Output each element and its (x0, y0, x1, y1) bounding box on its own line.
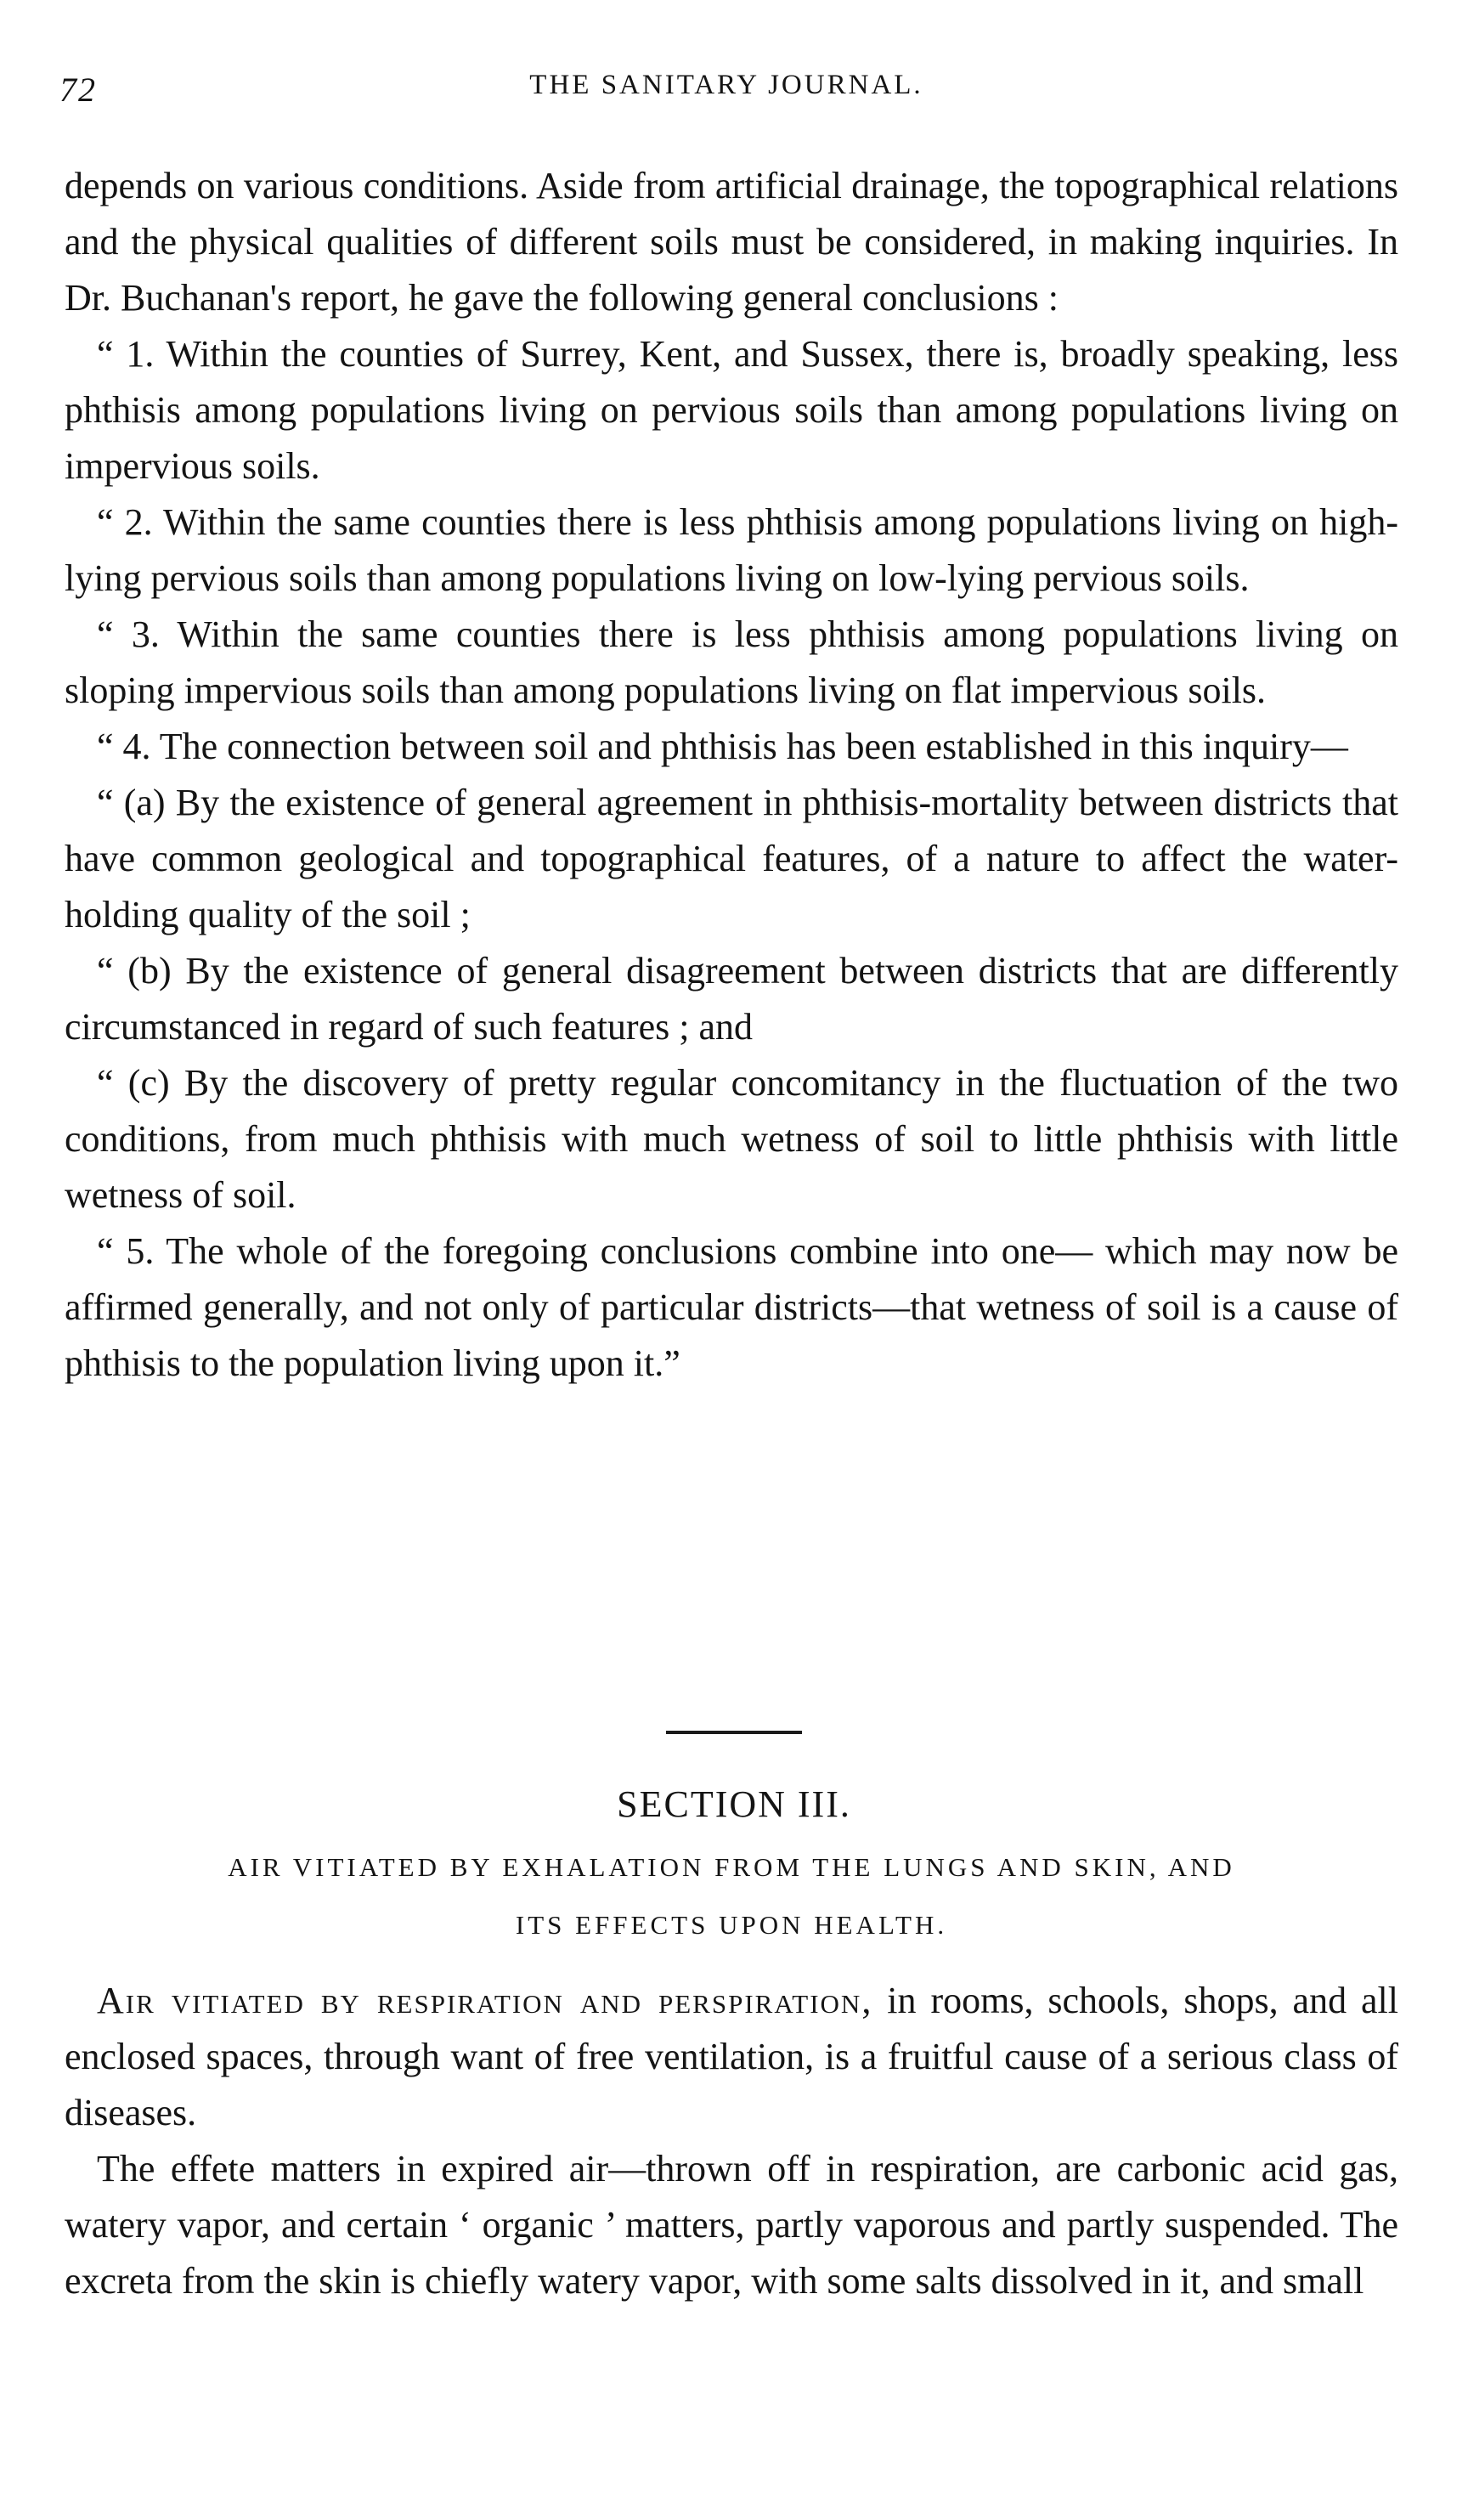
conclusion-1: “ 1. Within the counties of Surrey, Kent, and Sussex, there is, broadly speaking, less phthisis among populations living on pervious soils than among populations living on impervious soils. (65, 333, 1398, 487)
conclusion-4a: “ (a) By the existence of general agreement in phthisis-mortality between districts that have common geological and topographical features, of a nature to affect the water-holding quality of the soil ; (65, 782, 1398, 935)
conclusion-5: “ 5. The whole of the foregoing conclusions combine into one— which may now be affirmed generally, and not only of particular districts—that wetness of soil is a cause of phthisis to the population living upon it.” (65, 1230, 1398, 1384)
page-number: 72 (59, 71, 97, 109)
section-subtitle-line-2: ITS EFFECTS UPON HEALTH. (515, 1910, 948, 1940)
section-divider (666, 1731, 802, 1734)
section-subtitle-line-1: AIR VITIATED BY EXHALATION FROM THE LUNGS AND SKIN, AND (228, 1852, 1235, 1882)
section-title: SECTION III. (617, 1783, 851, 1825)
paragraph-effete-matters: The effete matters in expired air—thrown off in respiration, are carbonic acid gas, watery vapor, and certain ‘ organic ’ matters, partly vaporous and partly suspended. The excreta from the skin is chiefly watery vapor, with some salts dissolved in it, and small (65, 2148, 1398, 2302)
paragraph-intro: depends on various conditions. Aside from artificial drainage, the topographical relations and the physical qualities of different soils must be considered, in making inquiries. In Dr. Buchanan's report, he gave the following general conclusions : (65, 165, 1398, 319)
conclusion-3: “ 3. Within the same counties there is less phthisis among populations living on sloping impervious soils than among populations living on flat impervious soils. (65, 613, 1398, 711)
conclusion-2: “ 2. Within the same counties there is less phthisis among populations living on high-lying pervious soils than among populations living on low-lying pervious soils. (65, 501, 1398, 599)
paragraph-air-vitiated (65, 1973, 1398, 2141)
paragraph-air-vitiated-rest: in rooms, schools, shops, and all enclosed spaces, through want of free ventilation, is a fruitful cause of a serious class of diseases. (65, 1980, 1398, 2133)
body-text-bottom (65, 1973, 1398, 2309)
conclusion-4: “ 4. The connection between soil and phthisis has been established in this inquiry— (97, 726, 1348, 767)
body-text-top (65, 158, 1398, 1392)
paragraph-lead-smallcaps: Air vitiated by respiration and perspiration, (97, 1980, 873, 2021)
conclusion-4c: “ (c) By the discovery of pretty regular concomitancy in the fluctuation of the two conditions, from much phthisis with much wetness of soil to little phthisis with little wetness of soil. (65, 1062, 1398, 1216)
journal-title: THE SANITARY JOURNAL. (529, 70, 923, 100)
running-head (59, 70, 1393, 121)
conclusion-4b: “ (b) By the existence of general disagreement between districts that are differently circumstanced in regard of such features ; and (65, 950, 1398, 1048)
